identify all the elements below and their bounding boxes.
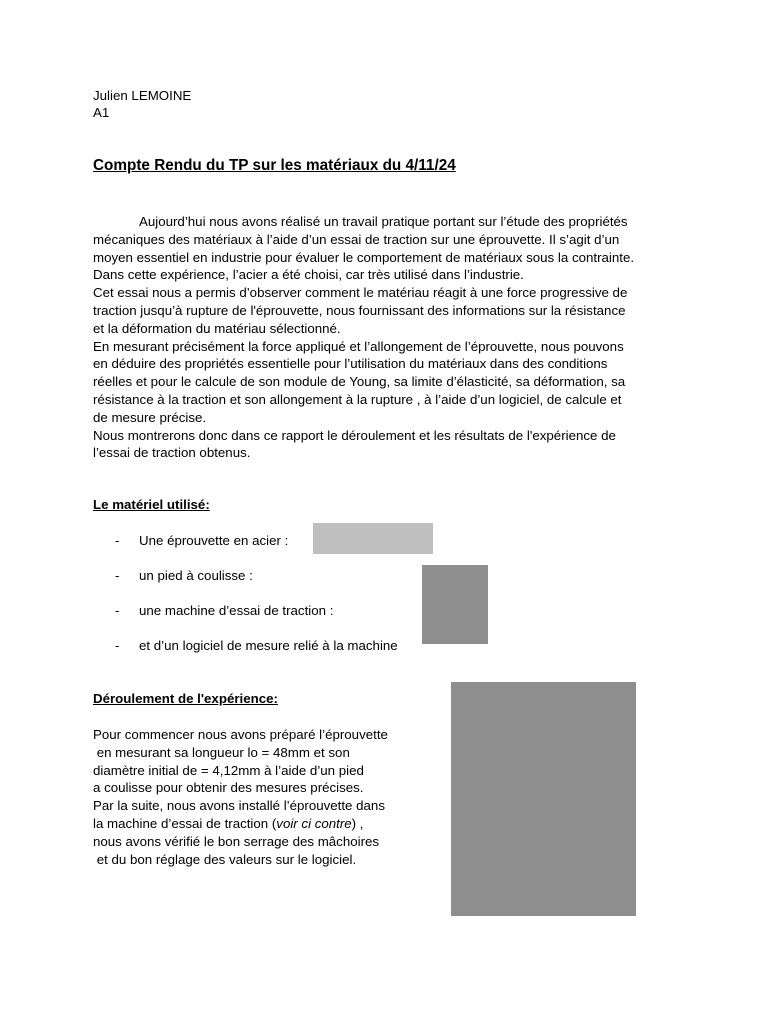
list-bullet: - xyxy=(115,603,120,618)
procedure-line: en mesurant sa longueur lo = 48mm et son xyxy=(93,744,350,760)
list-item-text: un pied à coulisse : xyxy=(139,568,253,583)
intro-paragraph xyxy=(93,213,693,462)
intro-line: Dans cette expérience, l’acier a été choisi, car très utilisé dans l’industrie. xyxy=(93,267,524,283)
list-bullet: - xyxy=(115,568,120,583)
machine-photo-large xyxy=(451,682,636,916)
procedure-heading: Déroulement de l'expérience: xyxy=(93,691,278,706)
list-bullet: - xyxy=(115,533,120,548)
materials-list-item xyxy=(115,603,333,618)
list-item-text: et d’un logiciel de mesure relié à la machine xyxy=(139,638,398,653)
intro-line: et la déformation du matériau sélectionné. xyxy=(93,320,341,336)
procedure-line: Pour commencer nous avons préparé l’éprouvette xyxy=(93,727,388,742)
list-item-text: une machine d’essai de traction : xyxy=(139,603,334,618)
document-title: Compte Rendu du TP sur les matériaux du 4/11/24 xyxy=(93,157,456,174)
procedure-text: la machine d’essai de traction ( xyxy=(93,815,277,831)
intro-line: Cet essai nous a permis d’observer comment le matériau réagit à une force progressive de xyxy=(93,285,628,301)
caliper-photo xyxy=(278,563,366,581)
materials-list-item xyxy=(115,568,253,583)
procedure-line: Par la suite, nous avons installé l’éprouvette dans xyxy=(93,798,385,814)
intro-line: l’essai de traction obtenus. xyxy=(93,445,251,461)
intro-line: Nous montrerons donc dans ce rapport le déroulement et les résultats de l'expérience de xyxy=(93,427,616,443)
figure-reference: voir ci contre xyxy=(276,815,352,831)
intro-line: En mesurant précisément la force appliqué et l’allongement de l’éprouvette, nous pouvons xyxy=(93,338,624,354)
procedure-text: ) , xyxy=(351,815,364,831)
materials-list-item xyxy=(115,533,288,548)
list-bullet: - xyxy=(115,638,120,653)
intro-line: traction jusqu’à rupture de l'éprouvette, nous fournissant des informations sur la résistance xyxy=(93,302,626,318)
intro-line: résistance à la traction et son allongement à la rupture , à l’aide d’un logiciel, de calcule et xyxy=(93,391,622,407)
author-name: Julien LEMOINE xyxy=(93,88,192,103)
intro-line: mécaniques des matériaux à l’aide d’un essai de traction sur une éprouvette. Il s’agit d’un xyxy=(93,231,620,247)
procedure-line: nous avons vérifié le bon serrage des mâchoires xyxy=(93,833,380,849)
specimen-photo xyxy=(313,523,433,554)
procedure-line: diamètre initial de = 4,12mm à l’aide d’un pied xyxy=(93,762,364,778)
list-item-text: Une éprouvette en acier : xyxy=(139,533,289,548)
procedure-line: et du bon réglage des valeurs sur le logiciel. xyxy=(93,851,357,867)
procedure-line: a coulisse pour obtenir des mesures précises. xyxy=(93,780,364,796)
machine-photo-small xyxy=(422,565,488,644)
intro-line: en déduire des propriétés essentielle pour l’utilisation du matériaux dans des conditions xyxy=(93,356,608,372)
materials-heading: Le matériel utilisé: xyxy=(93,497,210,512)
materials-list-item xyxy=(115,638,398,653)
procedure-paragraph xyxy=(93,726,388,868)
intro-line: réelles et pour le calcule de son module de Young, sa limite d’élasticité, sa déformation, sa xyxy=(93,374,626,390)
procedure-line xyxy=(93,815,388,833)
intro-line: Aujourd’hui nous avons réalisé un travail pratique portant sur l’étude des propriétés xyxy=(139,214,628,229)
intro-line: de mesure précise. xyxy=(93,409,207,425)
intro-line: moyen essentiel en industrie pour évaluer le comportement de matériaux sous la contrainte. xyxy=(93,249,635,265)
author-class: A1 xyxy=(93,105,110,120)
author-block xyxy=(93,87,191,121)
